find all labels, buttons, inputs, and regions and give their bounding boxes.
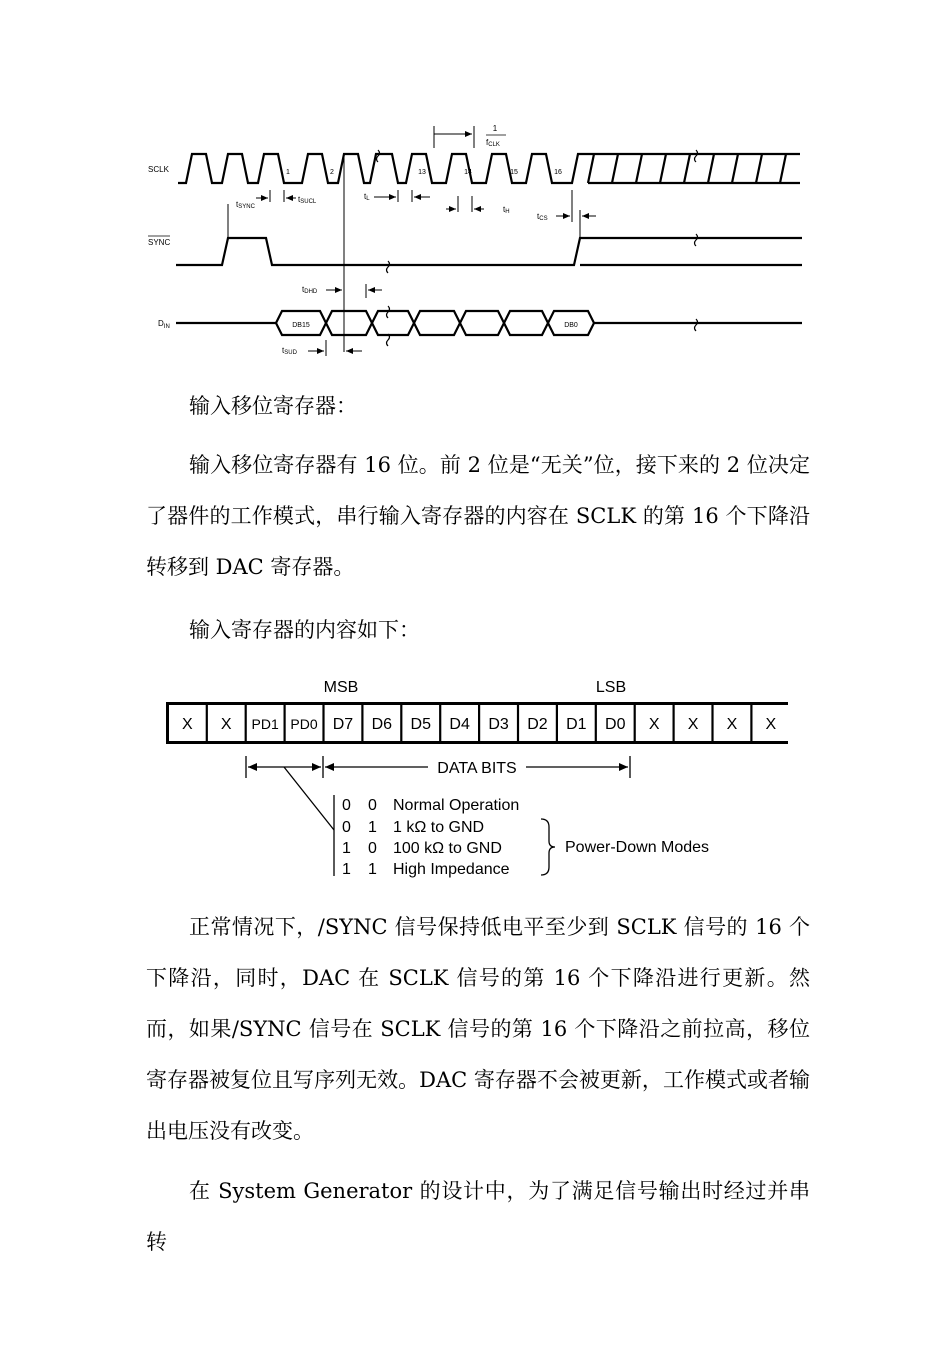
- data-bits-label: DATA BITS: [437, 760, 517, 777]
- din-data-cells: [276, 311, 594, 335]
- register-cell-label: X: [765, 716, 777, 733]
- paragraph-sync-behavior: 正常情况下，/SYNC 信号保持低电平至少到 SCLK 信号的 16 个下降沿，同时，DAC 在 SCLK 信号的第 16 个下降沿进行更新。然而，如果/SYNC 信号在 SCLK 信号的第 16 个下降沿之前拉高，移位寄存器被复位且写序列无效。DAC 寄存器不会被更新，工作模式或者输出电压没有改变。: [146, 915, 810, 1143]
- clock-number: 1: [286, 169, 290, 176]
- mode-desc: Normal Operation: [393, 797, 520, 814]
- mode-bit: 0: [368, 840, 377, 857]
- lsb-label: LSB: [595, 679, 627, 696]
- register-cell-label: D4: [449, 716, 470, 733]
- sclk-waveform: [178, 154, 800, 183]
- mode-bit: 1: [368, 819, 377, 836]
- sclk-label: SCLK: [148, 165, 169, 174]
- break-mark-sync-2: [695, 234, 698, 246]
- register-cell-label: D1: [566, 716, 587, 733]
- db15-label: DB15: [292, 322, 310, 329]
- break-mark-sclk-2: [695, 150, 698, 162]
- sync-waveform: [176, 238, 802, 265]
- mode-desc: 100 kΩ to GND: [393, 840, 502, 857]
- register-cell-label: X: [687, 716, 699, 733]
- tcs-label: tCS: [537, 212, 548, 222]
- register-cell-label: D2: [527, 716, 548, 733]
- mode-bit: 0: [368, 797, 377, 814]
- sync-label: SYNC: [148, 238, 171, 247]
- paragraph-shift-register: 输入移位寄存器有 16 位。前 2 位是“无关”位，接下来的 2 位决定了器件的工作模式，串行输入寄存器的内容在 SCLK 的第 16 个下降沿转移到 DAC 寄存器。: [146, 453, 810, 579]
- mode-bit: 0: [342, 797, 351, 814]
- register-cell-label: D3: [488, 716, 509, 733]
- tsucl-label: tSUCL: [298, 195, 317, 205]
- mode-bit: 0: [342, 819, 351, 836]
- timing-diagram: [140, 118, 820, 368]
- mode-desc: High Impedance: [393, 861, 510, 878]
- clock-number: 14: [464, 169, 472, 176]
- register-cell-label: D6: [371, 716, 393, 733]
- din-label: $D_{IN}$: [158, 319, 170, 330]
- register-diagram: [160, 672, 800, 884]
- mode-bit: 1: [342, 840, 351, 857]
- clock-number: 16: [554, 169, 562, 176]
- tsud-label: tSUD: [282, 346, 297, 356]
- break-mark-sync-1: [387, 261, 390, 273]
- register-cell-label: X: [726, 716, 738, 733]
- register-cell-label: D0: [605, 716, 626, 733]
- tdhd-label: tDHD: [302, 285, 318, 295]
- tsync-label: tSYNC: [236, 200, 255, 210]
- break-mark-din-3: [695, 319, 698, 331]
- clock-number: 13: [418, 169, 426, 176]
- break-mark-sclk-1: [377, 150, 380, 162]
- clock-number: 2: [330, 169, 334, 176]
- section-title-shift-register: 输入移位寄存器：: [189, 394, 357, 418]
- paragraph-system-generator: 在 System Generator 的设计中，为了满足信号输出时经过并串转: [146, 1179, 810, 1254]
- register-cell-label: PD1: [251, 716, 279, 732]
- section-title-register-contents: 输入寄存器的内容如下：: [189, 618, 420, 642]
- th-label: tH: [503, 205, 510, 215]
- register-cell-label: X: [220, 716, 232, 733]
- power-down-brace: [541, 819, 555, 875]
- power-down-modes-label: Power-Down Modes: [565, 839, 710, 856]
- register-cell-label: D5: [410, 716, 431, 733]
- mode-bit: 1: [342, 861, 351, 878]
- sclk-free-edges: [588, 154, 786, 183]
- register-cell-label: X: [648, 716, 660, 733]
- fclk-denominator: fCLK: [486, 138, 500, 148]
- mode-desc: 1 kΩ to GND: [393, 819, 485, 836]
- mode-bit: 1: [368, 861, 377, 878]
- register-cell-label: D7: [332, 716, 354, 733]
- register-cell-label: X: [182, 716, 193, 733]
- tl-label: tL: [364, 192, 370, 202]
- msb-label: MSB: [323, 679, 359, 696]
- clock-number: 15: [510, 169, 518, 176]
- register-cell-label: PD0: [290, 716, 318, 732]
- db0-label: DB0: [564, 322, 578, 329]
- fclk-numerator: 1: [492, 124, 498, 133]
